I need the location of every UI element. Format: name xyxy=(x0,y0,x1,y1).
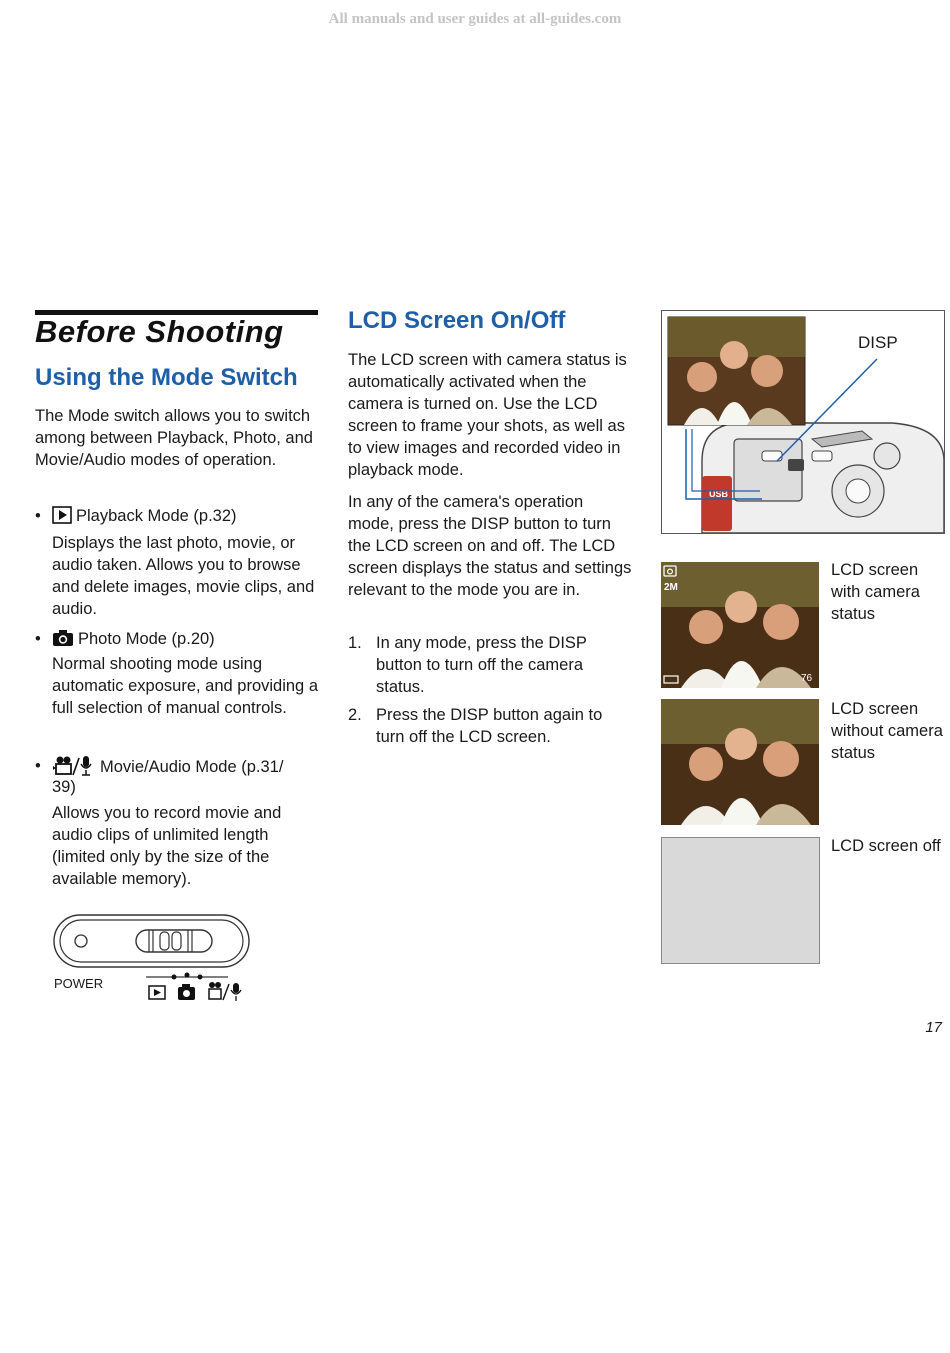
page-number: 17 xyxy=(925,1019,942,1036)
lcd-status-photo xyxy=(661,562,819,688)
playback-icon xyxy=(52,506,72,524)
step-number: 2. xyxy=(348,706,362,724)
power-label: POWER xyxy=(54,976,104,991)
mode-switch-intro: The Mode switch allows you to switch among between Playback, Photo, and Movie/Audio modes of operation. xyxy=(35,407,313,469)
section-title: Before Shooting xyxy=(35,314,284,349)
watermark: All manuals and user guides at all-guides.com xyxy=(328,11,622,27)
lcd-steps xyxy=(348,632,633,754)
step-item xyxy=(348,632,633,698)
mode-description: Allows you to record movie and audio clips of unlimited length (limited only by the size of the available memory). xyxy=(52,804,282,888)
camera-icon xyxy=(52,629,74,647)
lcd-off-image xyxy=(661,837,820,964)
mode-label-continued: 39) xyxy=(52,778,76,796)
mode-label: Movie/Audio Mode (p.31/ xyxy=(100,758,284,776)
caption-with-status: LCD screen with camera status xyxy=(831,561,920,623)
disp-label: DISP xyxy=(858,333,898,352)
lcd-plain-photo xyxy=(661,699,819,825)
step-number: 1. xyxy=(348,634,362,652)
mode-item-movie-audio: • Movie/Audio Mode (p.31/ 39) Allows you to record movie and audio clips of unlimited length (limited only by the size of the available memory). xyxy=(35,755,320,895)
step-text: In any mode, press the DISP button to turn off the camera status. xyxy=(376,634,587,696)
step-text: Press the DISP button again to turn off the LCD screen. xyxy=(376,706,603,746)
resolution-indicator: 2M xyxy=(664,582,678,593)
lcd-without-status-image xyxy=(661,699,819,825)
mode-description: Displays the last photo, movie, or audio taken. Allows you to browse and delete images, movie clips, and audio. xyxy=(52,534,315,618)
step-item xyxy=(348,704,633,748)
movie-audio-icon xyxy=(52,755,96,777)
mode-switch-heading: Using the Mode Switch xyxy=(35,364,298,391)
lcd-para-2: In any of the camera's operation mode, press the DISP button to turn the LCD screen on and off. The LCD screen displays the status and settings relevant to the mode you are in. xyxy=(348,493,632,599)
mode-label: Playback Mode (p.32) xyxy=(76,507,237,525)
shots-remaining: 76 xyxy=(801,673,813,684)
camera-drawing xyxy=(662,311,944,533)
lcd-para-1: The LCD screen with camera status is automatically activated when the camera is turned on. Use the LCD screen to frame your shots, as well as to view images and recorded video in playback mode. xyxy=(348,351,627,479)
lcd-with-status-image xyxy=(661,562,819,688)
mode-description: Normal shooting mode using automatic exposure, and providing a full selection of manual controls. xyxy=(52,655,318,717)
mode-label: Photo Mode (p.20) xyxy=(78,630,215,648)
caption-lcd-off: LCD screen off xyxy=(831,837,941,855)
mode-item-photo: • Photo Mode (p.20) Normal shooting mode using automatic exposure, and providing a full selection of manual controls. xyxy=(35,628,320,743)
camera-illustration xyxy=(661,310,945,534)
mode-item-playback: • Playback Mode (p.32) Displays the last photo, movie, or audio taken. Allows you to browse and delete images, movie clips, and audio. xyxy=(35,505,320,620)
svg-text:USB: USB xyxy=(709,489,729,499)
lcd-heading: LCD Screen On/Off xyxy=(348,307,566,334)
caption-without-status: LCD screen without camera status xyxy=(831,700,943,762)
